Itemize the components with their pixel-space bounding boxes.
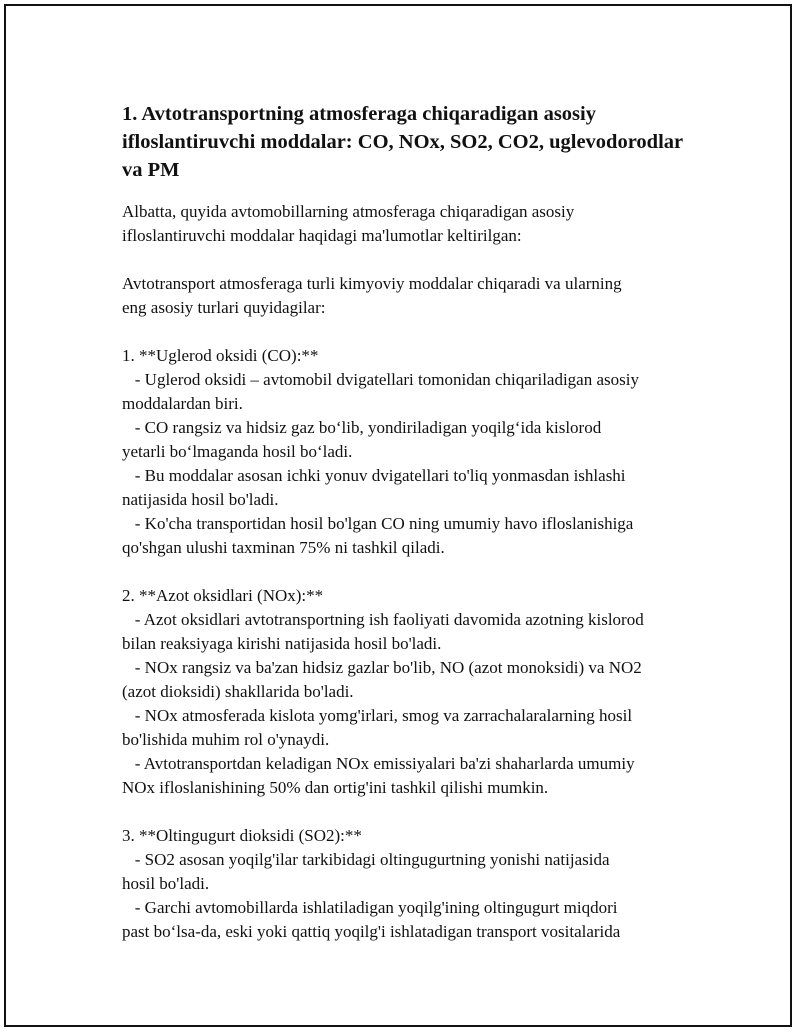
document-heading: 1. Avtotransportning atmosferaga chiqaradigan asosiy ifloslantiruvchi moddalar: CO, NOx, SO2, CO2, uglevodorodlar va PM <box>122 103 683 181</box>
document-body: Albatta, quyida avtomobillarning atmosferaga chiqaradigan asosiy ifloslantiruvchi moddalar haqidagi ma'lumotlar keltirilgan: Avtotransport atmosferaga turli kimyoviy moddalar chiqaradi va ularning eng asosiy turlari quyidagilar: 1. **Uglerod oksidi (CO):** - Uglerod oksidi – avtomobil dvigatellari tomonidan chiqariladigan asosiy moddalardan biri. - CO rangsiz va hidsiz gaz bo‘lib, yondiriladigan yoqilg‘ida kislorod yetarli bo‘lmaganda hosil bo‘ladi. - Bu moddalar asosan ichki yonuv dvigatellari to'liq yonmasdan ishlashi natijasida hosil bo'ladi. - Ko'cha transportidan hosil bo'lgan CO ning umumiy havo ifloslanishiga qo'shgan ulushi taxminan 75% ni tashkil qiladi. 2. **Azot oksidlari (NOx):** - Azot oksidlari avtotransportning ish faoliyati davomida azotning kislorod bilan reaksiyaga kirishi natijasida hosil bo'ladi. - NOx rangsiz va ba'zan hidsiz gazlar bo'lib, NO (azot monoksidi) va NO2 (azot dioksidi) shakllarida bo'ladi. - NOx atmosferada kislota yomg'irlari, smog va zarrachalaralarning hosil bo'lishida muhim rol o'ynaydi. - Avtotransportdan keladigan NOx emissiyalari ba'zi shaharlarda umumiy NOx ifloslanishining 50% dan ortig'ini tashkil qilishi mumkin. 3. **Oltingugurt dioksidi (SO2):** - SO2 asosan yoqilg'ilar tarkibidagi oltingugurtning yonishi natijasida hosil bo'ladi. - Garchi avtomobillarda ishlatiladigan yoqilg'ining oltingugurt miqdori past bo‘lsa-da, eski yoki qattiq yoqilg'i ishlatadigan transport vositalarida <box>122 202 644 941</box>
document-page <box>4 4 792 1027</box>
document-content <box>122 100 702 944</box>
